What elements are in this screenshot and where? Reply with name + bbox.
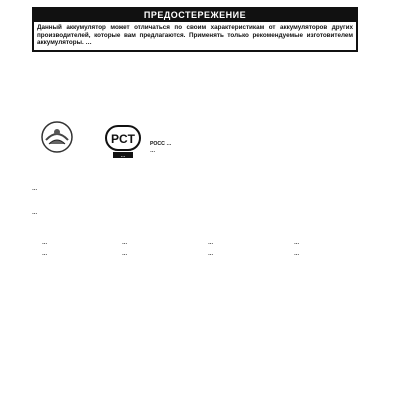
model-item: … xyxy=(122,251,128,257)
recycle-logo-icon xyxy=(40,120,74,154)
svg-text:…: … xyxy=(120,153,126,158)
model-list xyxy=(42,240,362,257)
model-item: … xyxy=(122,240,128,246)
warning-title: ПРЕДОСТЕРЕЖЕНИЕ xyxy=(34,9,356,22)
svg-text:PCT: PCT xyxy=(111,132,135,146)
certification-text xyxy=(150,141,172,154)
warning-box xyxy=(32,7,358,52)
model-item: … xyxy=(208,240,214,246)
rst-certification-mark-icon xyxy=(105,124,141,160)
model-item: … xyxy=(42,251,48,257)
warning-text: Данный аккумулятор может отличаться по своим характеристикам от аккумуляторов других производителей, которые вам предлагаются. Применять только рекомендуемые изготовителем аккумуляторы. … xyxy=(37,24,353,47)
model-item: … xyxy=(208,251,214,257)
model-item: … xyxy=(294,251,300,257)
model-item: … xyxy=(294,240,300,246)
certification-line-1: РОСС … xyxy=(150,141,172,147)
info-paragraph-2: … xyxy=(32,210,38,216)
model-item: … xyxy=(42,240,48,246)
info-paragraph-1: … xyxy=(32,186,38,192)
certification-line-2: … xyxy=(150,147,156,154)
